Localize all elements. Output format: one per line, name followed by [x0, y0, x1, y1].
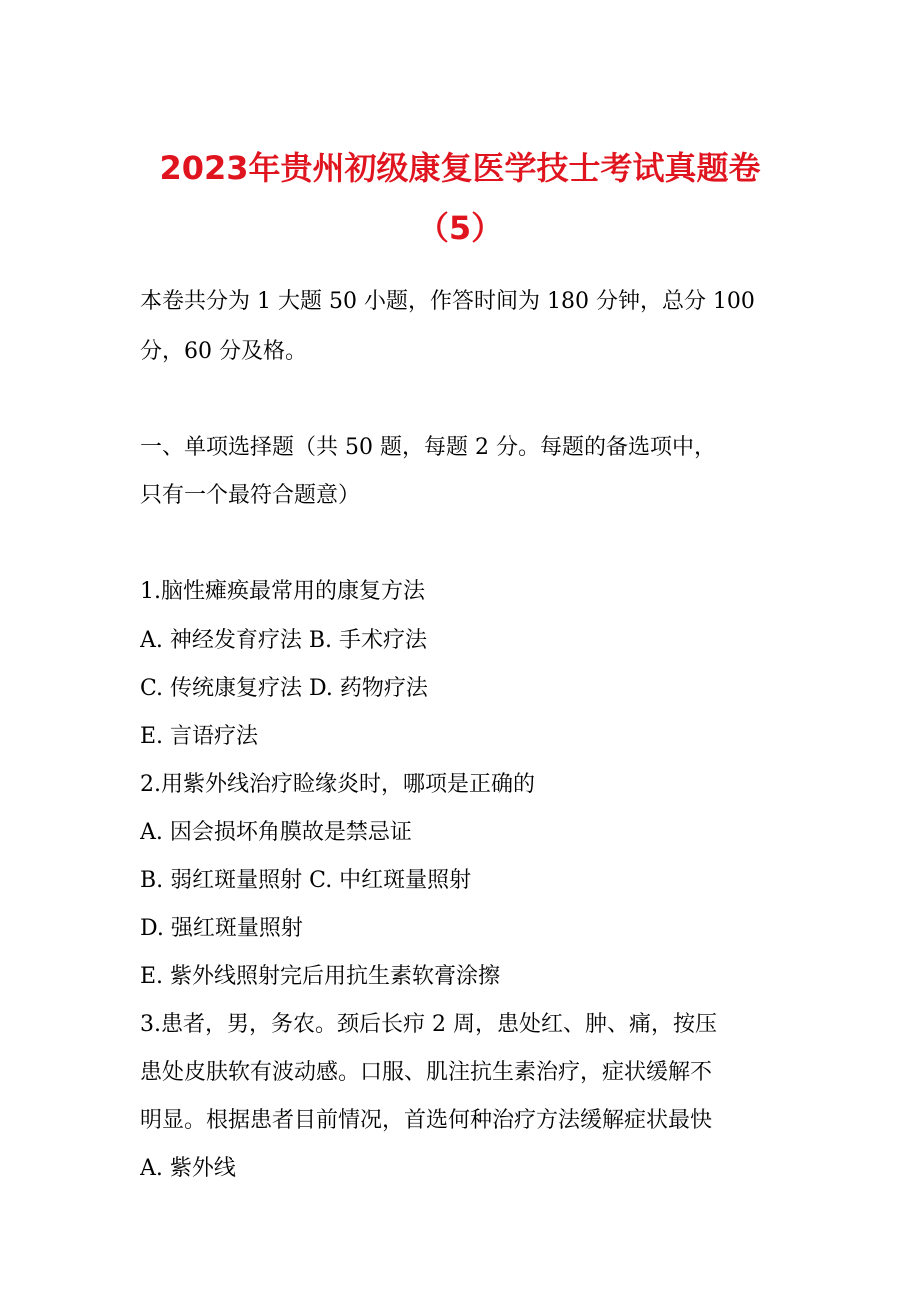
- question-option: D. 强红斑量照射: [140, 916, 303, 941]
- intro-line: 本卷共分为 1 大题 50 小题，作答时间为 180 分钟，总分 100: [140, 289, 755, 314]
- question-option: B. 弱红斑量照射 C. 中红斑量照射: [140, 868, 472, 893]
- question-option: C. 传统康复疗法 D. 药物疗法: [140, 676, 428, 701]
- question-stem: 明显。根据患者目前情况，首选何种治疗方法缓解症状最快: [140, 1108, 713, 1133]
- section-heading: 只有一个最符合题意）: [140, 483, 361, 508]
- question-option: A. 因会损坏角膜故是禁忌证: [140, 820, 412, 845]
- section-heading: 一、单项选择题（共 50 题，每题 2 分。每题的备选项中，: [140, 435, 716, 460]
- question-stem: 1.脑性瘫痪最常用的康复方法: [140, 579, 425, 604]
- question-option: E. 言语疗法: [140, 724, 259, 749]
- question-stem: 患处皮肤软有波动感。口服、肌注抗生素治疗，症状缓解不: [140, 1060, 713, 1085]
- question-option: A. 神经发育疗法 B. 手术疗法: [140, 628, 428, 653]
- question-option: E. 紫外线照射完后用抗生素软膏涂擦: [140, 964, 501, 989]
- document-title-number: （5）: [416, 209, 504, 247]
- question-option: A. 紫外线: [140, 1156, 236, 1181]
- question-stem: 2.用紫外线治疗睑缘炎时，哪项是正确的: [140, 772, 535, 797]
- document-title: 2023年贵州初级康复医学技士考试真题卷: [159, 149, 761, 187]
- intro-line: 分，60 分及格。: [140, 339, 307, 364]
- question-stem: 3.患者，男，务农。颈后长疖 2 周，患处红、肿、痛，按压: [140, 1012, 717, 1037]
